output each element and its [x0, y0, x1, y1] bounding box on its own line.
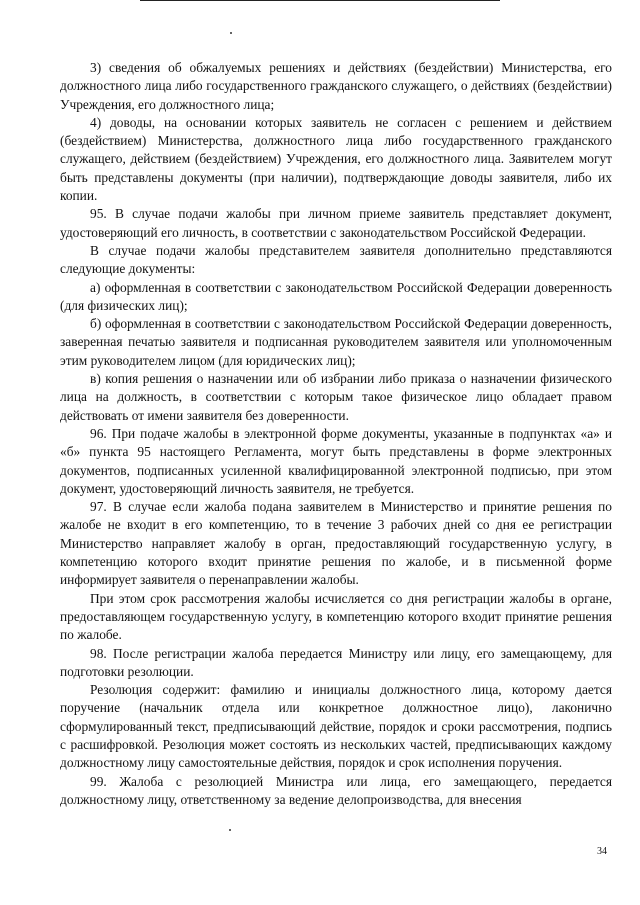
paragraph: Резолюция содержит: фамилию и инициалы должностного лица, которому дается поручение (начальник отдела или конкретное должностное лицо), лаконично сформулированный текст, предписывающий действие, порядок и сроки рассмотрения, подпись с расшифровкой. Резолюция может состоять из нескольких частей, предписывающих каждому должностному лицу самостоятельные действия, порядок и срок исполнения поручения. [60, 682, 612, 771]
paragraph: 4) доводы, на основании которых заявитель не согласен с решением и действием (бездействием) Министерства, должностного лица либо государственного гражданского служащего, действием (бездействием) Учреждения, его должностного лица. Заявителем могут быть представлены документы (при наличии), подтверждающие доводы заявителя, либо их копии. [60, 114, 612, 204]
scan-speck [230, 32, 232, 34]
paragraph: В случае подачи жалобы представителем заявителя дополнительно представляются следующие документы: [60, 242, 612, 277]
document-body [60, 59, 612, 809]
top-border-line [140, 0, 500, 1]
paragraph: в) копия решения о назначении или об избрании либо приказа о назначении физического лица на должность, в соответствии с которым такое физическое лицо обладает правом действовать от имени заявителя без доверенности. [60, 371, 612, 423]
paragraph: При этом срок рассмотрения жалобы исчисляется со дня регистрации жалобы в органе, предоставляющем государственную услугу, в компетенцию которого входит принятие решения по жалобе. [60, 590, 612, 643]
paragraph: 96. При подаче жалобы в электронной форме документы, указанные в подпунктах «а» и «б» пункта 95 настоящего Регламента, могут быть представлены в форме электронных документов, подписанных усиленной квалифицированной электронной подписью, при этом документ, удостоверяющий личность заявителя, не требуется. [60, 425, 612, 496]
scan-speck [229, 829, 231, 831]
paragraph: 98. После регистрации жалоба передается Министру или лицу, его замещающему, для подготовки резолюции. [60, 645, 612, 679]
paragraph: 97. В случае если жалоба подана заявителем в Министерство и принятие решения по жалобе не входит в его компетенцию, то в течение 3 рабочих дней со дня ее регистрации Министерство направляет жалобу в орган, предоставляющий государственную услугу, в компетенцию которого входит принятие решения по жалобе, и в письменной форме информирует заявителя о перенаправлении жалобы. [60, 499, 612, 588]
paragraph: 3) сведения об обжалуемых решениях и действиях (бездействии) Министерства, его должностного лица либо государственного гражданского служащего, о действиях (бездействии) Учреждения, его должностного лица; [60, 60, 612, 112]
paragraph: б) оформленная в соответствии с законодательством Российской Федерации доверенность, заверенная печатью заявителя и подписанная руководителем заявителя или уполномоченным этим руководителем лицом (для юридических лиц); [60, 316, 612, 368]
paragraph: а) оформленная в соответствии с законодательством Российской Федерации доверенность (для физических лиц); [60, 279, 612, 313]
paragraph: 95. В случае подачи жалобы при личном приеме заявитель представляет документ, удостоверяющий его личность, в соответствии с законодательством Российской Федерации. [60, 206, 612, 240]
paragraph: 99. Жалоба с резолюцией Министра или лица, его замещающего, передается должностному лицу, ответственному за ведение делопроизводства, для внесения [60, 773, 612, 807]
page-number: 34 [597, 846, 607, 857]
